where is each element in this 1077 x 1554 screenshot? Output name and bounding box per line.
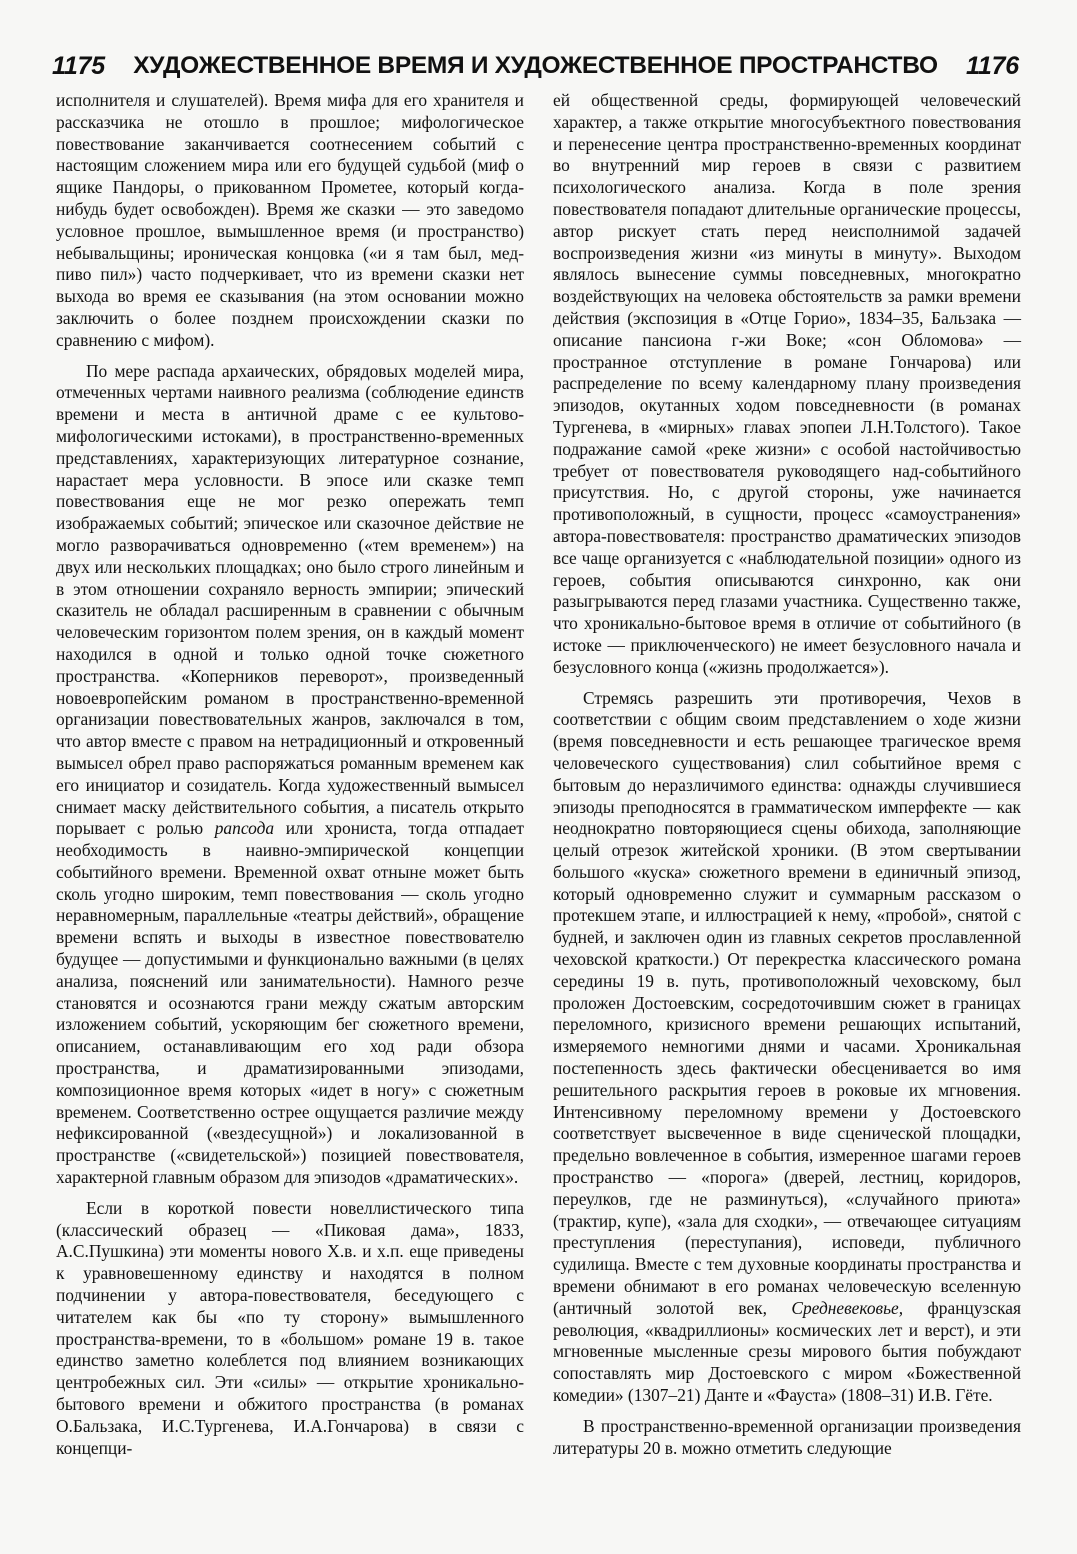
paragraph-text: или хрониста, тогда отпадает необходимость в наивно-эмпирической концепции событийного времени. Временной охват отныне может быть сколь угодно широким, темп повествования — сколь угодно неравномерным, параллельные «театры действий», обращение времени вспять и выходы в известное повествователю будущее — допустимыми и функционально важными (в целях анализа, пояснений или занимательности). Намного резче становятся и осознаются грани между сжатым авторским изложением событий, ускоряющим бег сюжетного времени, описанием, останавливающим его ход ради обзора пространства, и драматизированными эпизодами, композиционное время которых «идет в ногу» с сюжетным временем. Соответственно острее ощущается различие между нефиксированной («вездесущной») и локализованной в пространстве («свидетельской») позицией повествователя, характерной главным образом для эпизодов «драматических».: [56, 818, 525, 1188]
italic-term: рапсода: [214, 818, 275, 839]
page-number-left: 1175: [52, 51, 105, 80]
right-column: [553, 90, 1021, 1459]
paragraph-text: Стремясь разрешить эти противоречия, Чехов в соответствии с общим своим представлением о ходе жизни (время повседневности и есть решающее трагическое время человеческого существования) слил событийное время с бытовым до неразличимого единства: однажды случившиеся эпизоды преподносятся в грамматическом имперфекте — как неоднократно повторяющиеся сцены обихода, заполняющие целый отрезок житейской хроники. (В этом свертывании большого «куска» сюжетного времени в единичный эпизод, который одновременно служит и суммарным рассказом о протекшем этапе, и иллюстрацией к нему, «пробой», снятой с будней, и заключен один из главных секретов прославленной чеховской краткости.) От перекрестка классического романа середины 19 в. путь, противоположный чеховскому, был проложен Достоевским, сосредоточившим сюжет в границах переломного, кризисного времени решающих испытаний, измеряемого немногими днями и часами. Хроникальная постепенность здесь фактически обесценивается во имя решительного раскрытия героев в роковые их мгновения. Интенсивному переломному времени у Достоевского соответствует высвеченное в виде сценической площадки, предельно вовлеченное в события, измеренное шагами героев пространство — «порога» (дверей, лестниц, коридоров, переулков, где не разминуться), «случайного приюта» (трактир, купе), «зала для сходки», — отвечающее ситуациям преступления (переступания), исповеди, публичного судилища. Вместе с тем духовные координаты пространства и времени обнимают в его романах человеческую вселенную (античный золотой век,: [553, 687, 1021, 1318]
paragraph-text: По мере распада архаических, обрядовых моделей мира, отмеченных чертами наивного реализма (соблюдение единств времени и места в античной драме с ее культово-мифологическими истоками), в пространственно-временных представлениях, характеризующих литературное сознание, нарастает мера условности. В эпосе или сказке темп повествования еще не мог резко опережать темп изображаемых событий; эпическое или сказочное действие не могло разворачиваться одновременно («тем временем») на двух или нескольких площадках; оно было строго линейным и в этом отношении сохраняло верность эмпирии; эпический сказитель не обладал расширенным в сравнении с обычным человеческим горизонтом полем зрения, он в каждый момент находился в одной и только одной точке сюжетного пространства. «Коперников переворот», произведенный новоевропейским романом в пространственно-временной организации повествовательных жанров, заключался в том, что автор вместе с правом на нетрадиционный и откровенный вымысел обрел право распоряжаться романным временем как его инициатор и созидатель. Когда художественный вымысел снимает маску действительного события, а писатель открыто порывает с ролью: [56, 360, 524, 839]
paragraph: [553, 688, 1021, 1407]
paragraph: [56, 361, 524, 1189]
running-title: ХУДОЖЕСТВЕННОЕ ВРЕМЯ И ХУДОЖЕСТВЕННОЕ ПРОСТРАНСТВО: [133, 52, 938, 79]
paragraph: исполнителя и слушателей). Время мифа для его хранителя и рассказчика не отошло в прошлое; мифологическое повествование заканчивается соотнесением событий с настоящим сложением мира или его будущей судьбой (миф о ящике Пандоры, о прикованном Прометее, который когда-нибудь будет освобожден). Время же сказки — это заведомо условное прошлое, вымышленное время (и пространство) небывальщины; ироническая концовка («и я там был, мед-пиво пил») часто подчеркивает, что из времени сказки нет выхода во время ее сказывания (на этом основании можно заключить о более позднем происхождении сказки по сравнению с мифом).: [56, 90, 524, 350]
left-column: [56, 90, 524, 1459]
paragraph: В пространственно-временной организации произведения литературы 20 в. можно отметить следующие: [553, 1415, 1021, 1458]
running-header: [52, 46, 1019, 86]
paragraph: Если в короткой повести новеллистического типа (классический образец — «Пиковая дама», 1833, А.С.Пушкина) эти моменты нового Х.в. и х.п. еще приведены к уравновешенному единству и находятся в полном подчинении у автора-повествователя, беседующего с читателем как бы «по ту сторону» вымышленного пространства-времени, то в «большом» романе 19 в. такое единство заметно колеблется под влиянием возникающих центробежных сил. Эти «силы» — открытие хроникально-бытового времени и обжитого пространства (в романах О.Бальзака, И.С.Тургенева, И.А.Гончарова) в связи с концепци-: [56, 1197, 524, 1458]
paragraph-text: французская революция, «квадриллионы» космических лет и верст), и эти мгновенные мысленные срезы мирового бытия побуждают сопоставлять мир Достоевского с миром «Божественной комедии» (1307–21) Данте и «Фауста» (1808–31) И.В. Гёте.: [553, 1297, 1021, 1406]
italic-term: Средневековье,: [791, 1297, 904, 1318]
page-number-right: 1176: [966, 51, 1019, 80]
paragraph: ей общественной среды, формирующей человеческий характер, а также открытие многосубъектного повествования и перенесение центра пространственно-временных координат во внутренний мир героев в связи с развитием психологического анализа. Когда в поле зрения повествователя попадают длительные органические процессы, автор рискует стать перед неисполнимой задачей воспроизведения жизни «из минуты в минуту». Выходом являлось вынесение суммы повседневных, многократно воздействующих на человека обстоятельств за рамки времени действия (экспозиция в «Отце Горио», 1834–35, Бальзака — описание пансиона г-жи Воке; «сон Обломова» — пространное отступление в романе Гончарова) или распределение по всему календарному плану произведения эпизодов, окутанных ходом повседневности (в романах Тургенева, в «мирных» главах эпопеи Л.Н.Толстого). Такое подражание самой «реке жизни» с особой настойчивостью требует от повествователя руководящего над-событийного присутствия. Но, с другой стороны, уже начинается противоположный, в сущности, процесс «самоустранения» автора-повествователя: пространство драматических эпизодов все чаще организуется с «наблюдательной позиции» одного из героев, события описываются синхронно, как они разыгрываются перед глазами участника. Существенно также, что хроникально-бытовое время в отличие от событийного (в истоке — приключенческого) не имеет безусловного начала и безусловного конца («жизнь продолжается»).: [553, 90, 1021, 677]
